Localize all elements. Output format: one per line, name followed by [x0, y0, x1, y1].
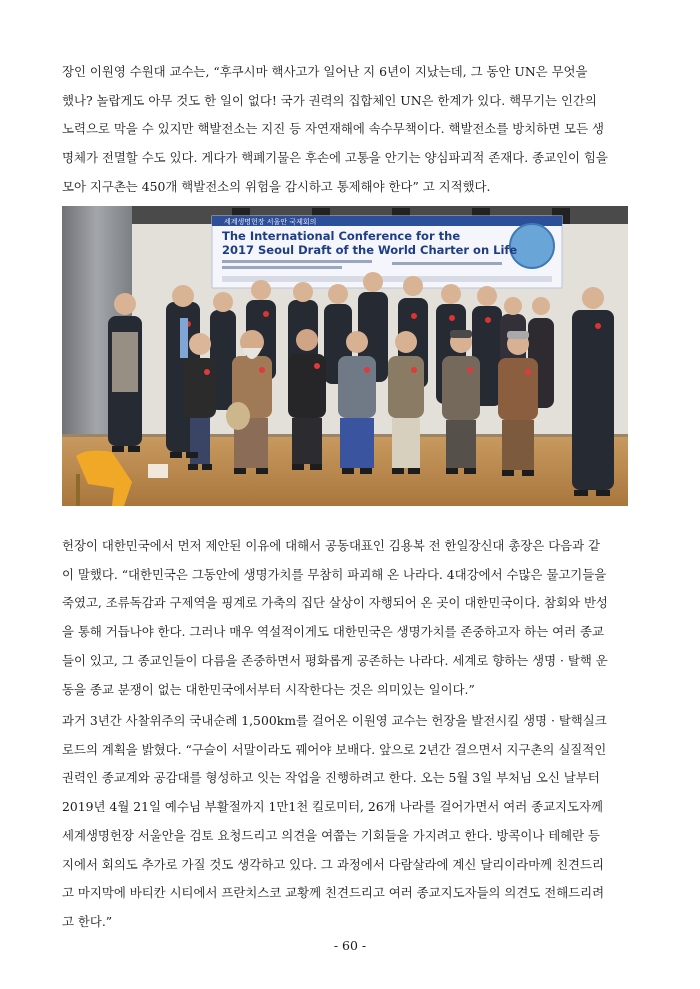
text-line: 장인 이원영 수원대 교수는, “후쿠시마 핵사고가 일어난 지 6년이 지났는데, 그 동안 UN은 무엇을	[62, 64, 588, 79]
text-line: 세계생명헌장 서울안을 검토 요청드리고 의견을 여쭙는 기회들을 가지려고 한다. 방콕이나 테헤란 등	[62, 827, 601, 843]
text-line: 을 통해 거듭나야 한다. 그러나 매우 역설적이게도 대한민국은 생명가치를 존중하고자 하는 여러 종교	[62, 624, 604, 640]
text-line: 과거 3년간 사찰위주의 국내순례 1,500km를 걸어온 이원영 교수는 헌장을 발전시킬 생명 · 탈핵실크	[62, 713, 607, 728]
text-line: 고 한다.”	[62, 913, 113, 929]
text-line: 동을 종교 분쟁이 없는 대한민국에서부터 시작한다는 것은 의미있는 일이다.”	[62, 681, 475, 697]
text-line: 했나? 놀랍게도 아무 것도 한 일이 없다! 국가 권력의 집합체인 UN은 한계가 있다. 핵무기는 인간의	[62, 92, 597, 108]
paragraph-2	[62, 532, 634, 704]
text-line: 노력으로 막을 수 있지만 핵발전소는 지진 등 자연재해에 속수무책이다. 핵발전소를 방치하면 모든 생	[62, 121, 604, 137]
text-line: 로드의 계획을 밝혔다. “구슬이 서말이라도 꿰어야 보배다. 앞으로 2년간 걸으면서 지구촌의 실질적인	[62, 741, 607, 757]
paragraph-1	[62, 58, 634, 202]
text-line: 권력인 종교계와 공감대를 형성하고 잇는 작업을 진행하려고 한다. 오는 5월 3일 부처님 오신 날부터	[62, 770, 600, 786]
text-line: 2019년 4월 21일 예수님 부활절까지 1만1천 킬로미터, 26개 나라를 걸어가면서 여러 종교지도자께	[62, 799, 603, 815]
text-line: 이 말했다. “대한민국은 그동안에 생명가치를 무참히 파괴해 온 나라다. 4대강에서 수많은 물고기들을	[62, 566, 607, 582]
text-line: 고 마지막에 바티칸 시티에서 프란치스코 교황께 친견드리고 여러 종교지도자들의 의견도 전해드리려	[62, 885, 605, 901]
text-line: 명체가 전멸할 수도 있다. 게다가 핵폐기물은 후손에 고통을 안기는 양심파괴적 존재다. 종교인이 힘을	[62, 150, 608, 166]
text-line: 모아 지구촌는 450개 핵발전소의 위험을 감시하고 통제해야 한다” 고 지적했다.	[62, 178, 491, 194]
banner-korean-title: 세계생명헌장 서울안 국제회의	[224, 218, 317, 226]
banner-title-line2: 2017 Seoul Draft of the World Charter on Life	[222, 243, 518, 257]
page-number: - 60 -	[333, 938, 367, 953]
text-line: 헌장이 대한민국에서 먼저 제안된 이유에 대해서 공동대표인 김용복 전 한일장신대 총장은 다음과 같	[62, 538, 601, 553]
text-line: 지에서 회의도 추가로 가질 것도 생각하고 있다. 그 과정에서 다람살라에 계신 달리이라마께 친견드리	[62, 856, 604, 872]
paragraph-3	[62, 707, 634, 937]
conference-group-photo	[62, 206, 628, 506]
text-line: 들이 있고, 그 종교인들이 다름을 존중하면서 평화롭게 공존하는 나라다. 세계로 향하는 생명 · 탈핵 운	[62, 652, 608, 668]
banner-title-line1: The International Conference for the	[222, 229, 461, 243]
text-line: 죽였고, 조류독감과 구제역을 핑계로 가축의 집단 살상이 자행되어 온 곳이 대한민국이다. 참회와 반성	[62, 595, 608, 611]
